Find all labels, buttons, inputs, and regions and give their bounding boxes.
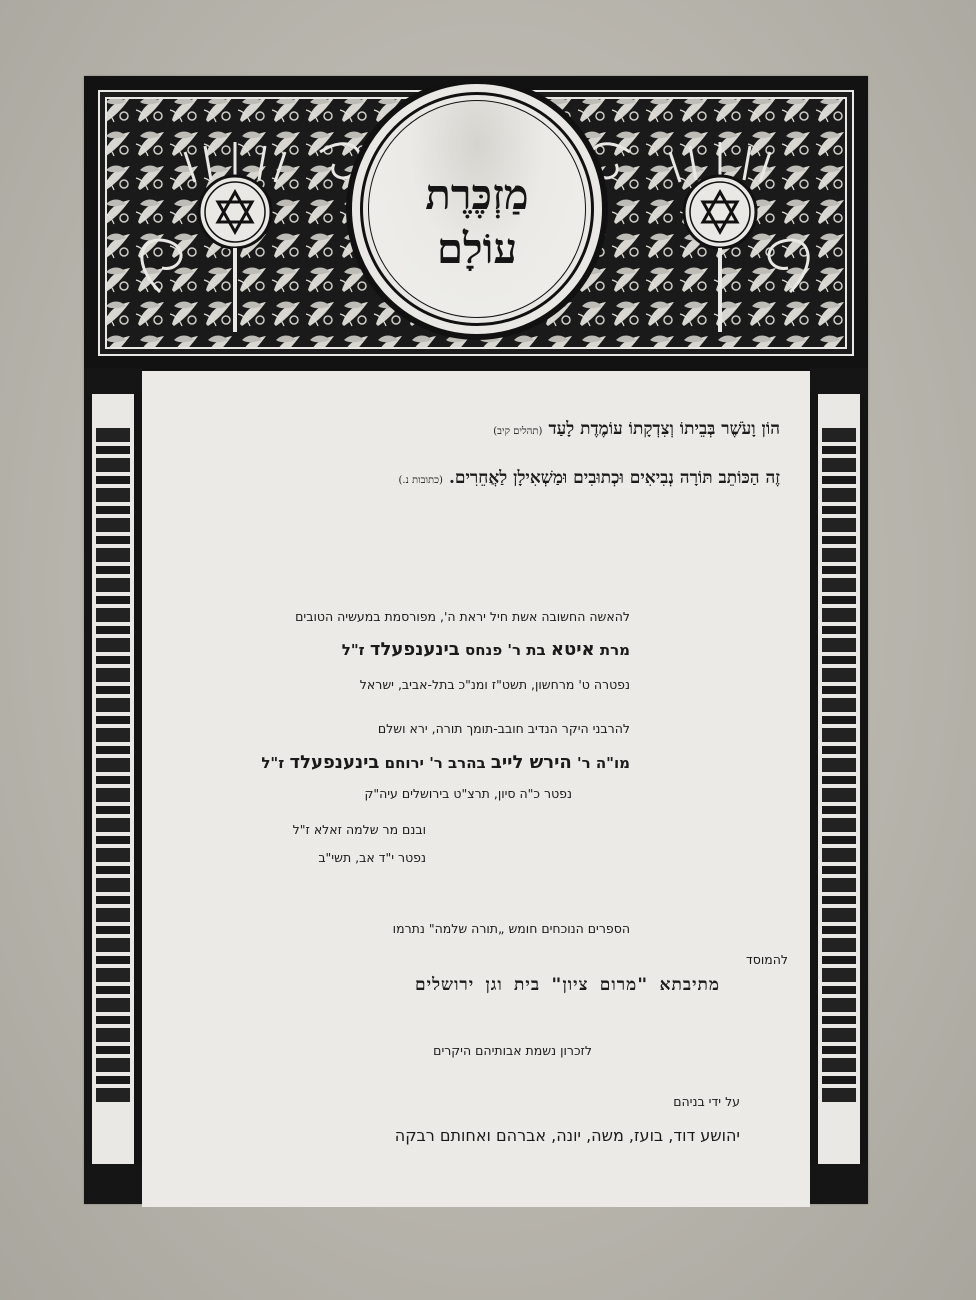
man-name-line [261,752,630,773]
woman-suffix: ז"ל [341,641,365,659]
man-surname: בינענפעלד [289,752,380,773]
woman-surname: בינענפעלד [369,639,460,660]
woman-first-name: איטא [550,639,595,660]
verse-1-source: (תהלים קיב) [493,426,543,437]
woman-prefix: מרת [599,641,630,659]
woman-name-line [342,639,630,660]
man-middle: בהרב ר' ירוחם [384,754,486,772]
man-death-date: נפטר כ"ה סיון, תרצ"ט בירושלים עיה"ק [364,786,572,801]
man-first-name: הירש לייב [490,752,572,773]
woman-middle: בת ר' פנחס [465,641,546,659]
right-ornamental-column [810,368,868,1204]
left-ornamental-column [84,368,142,1204]
woman-death-date: נפטרה ט' מרחשון, תשט"ז ומנ"כ בתל-אביב, ישראל [359,677,630,692]
children-names: יהושע דוד, בועז, משה, יונה, אברהם ואחותם רבקה [394,1126,740,1145]
verse-2-source: (כתובות נ.) [398,475,443,486]
woman-intro: להאשה החשובה אשת חיל יראת ה', מפורסמת במעשיה הטובים [295,609,630,624]
memory-line: לזכרון נשמת אבותיהם היקרים [433,1043,592,1058]
title-line-1: מַזְכֶּרֶת [425,170,529,219]
institution-name: מתיבתא "מרום ציון" בית וגן ירושלים [415,975,720,995]
to-institution-label: להמוסד [745,952,788,967]
man-intro: להרבני היקר הנדיב חובב-תומך תורה, ירא ושלם [377,721,630,736]
verse-1 [493,419,780,439]
man-prefix: מו"ה ר' [577,754,630,772]
verse-1-text: הוֹן וָעֹשֶׁר בְּבֵיתוֹ וְצִדְקָתוֹ עוֹמֶדֶת לָעַד [548,419,780,439]
title-line-2: עוֹלָם [436,224,518,273]
son-line: ובנם מר שלמה זאלא ז"ל [292,822,426,837]
man-suffix: ז"ל [261,754,285,772]
verse-2 [399,468,781,488]
books-donated-line: הספרים הנוכחים חומש „תורה שלמה" נתרמו [392,921,630,936]
verse-2-text: זֶה הַכּוֹתֵב תּוֹרָה נְבִיאִים וּכְתוּבִים וּמַשְׁאִילָן לַאֲחֵרִים. [448,468,780,488]
by-line: על ידי בניהם [673,1094,740,1109]
title-medallion [346,78,608,340]
son-death-date: נפטר י"ד אב, תשי"ב [318,850,426,865]
